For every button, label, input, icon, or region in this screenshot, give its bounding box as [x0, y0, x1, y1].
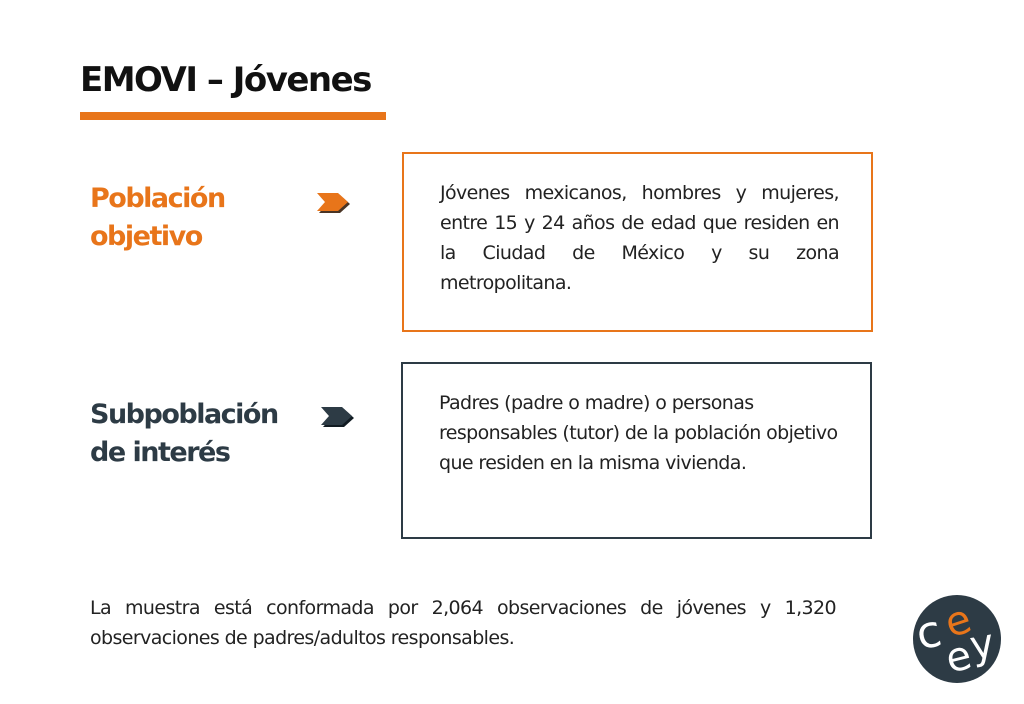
ceey-logo-icon	[912, 594, 1002, 684]
description-box-subpoblacion	[401, 362, 872, 539]
description-text: Jóvenes mexicanos, hombres y mujeres, entre 15 y 24 años de edad que residen en la Ciudad de México y su zona metropolitana.	[440, 182, 839, 294]
chevron-right-icon	[316, 192, 352, 216]
svg-text:c: c	[912, 605, 946, 661]
label-line-1: Subpoblación	[90, 399, 278, 430]
label-subpoblacion-de-interes	[90, 396, 278, 472]
label-poblacion-objetivo	[90, 180, 225, 256]
description-text: Padres (padre o madre) o personas responsables (tutor) de la población objetivo que residen en la misma vivienda.	[439, 392, 838, 474]
label-line-2: objetivo	[90, 221, 202, 252]
label-line-2: de interés	[90, 437, 230, 468]
title-underline	[80, 112, 386, 120]
chevron-right-icon	[320, 406, 356, 430]
svg-text:y: y	[966, 620, 998, 670]
slide-title: EMOVI – Jóvenes	[80, 60, 371, 100]
description-box-poblacion	[402, 152, 873, 332]
svg-text:e: e	[939, 595, 977, 648]
sample-note: La muestra está conformada por 2,064 observaciones de jóvenes y 1,320 observaciones de padres/adultos responsables.	[90, 597, 836, 649]
svg-text:e: e	[941, 632, 977, 683]
label-line-1: Población	[90, 183, 225, 214]
